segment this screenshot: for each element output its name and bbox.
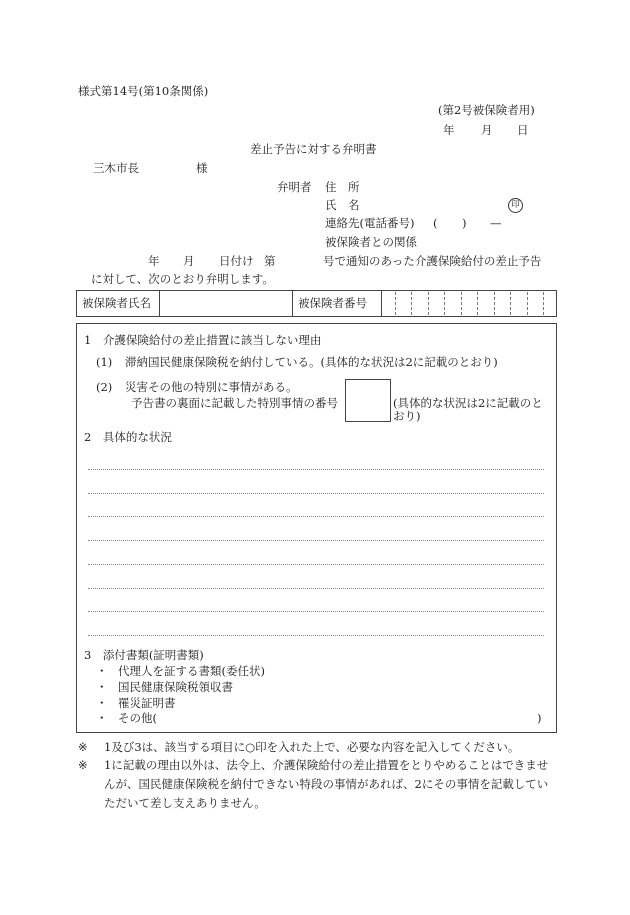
- section2-heading: 2 具体的な状況: [84, 430, 172, 444]
- section1-item2-note-line1: (具体的な状況は2に記載のと: [393, 396, 543, 410]
- note-2-text: 1に記載の理由以外は、法令上、介護保険給付の差止措置をとりやめることはできませんが、国民健康保険税を納付できない特段の事情があれば、2にその事情を記載していただいて差し支えありません。: [104, 758, 549, 810]
- digit-separator: [461, 292, 462, 315]
- phone-dash: —: [490, 216, 502, 230]
- digit-separator: [395, 292, 396, 315]
- digit-separator: [510, 292, 511, 315]
- phone-open-paren: (: [433, 216, 438, 230]
- address-label: 住 所: [325, 180, 360, 194]
- attachment-item: 代理人を証する書類(委任状): [118, 664, 265, 678]
- note-mark: ※: [78, 758, 88, 772]
- date-day: 日: [517, 123, 529, 137]
- writing-line[interactable]: [88, 469, 544, 470]
- writing-line[interactable]: [88, 588, 544, 589]
- notice-line1: 号で通知のあった介護保険給付の差止予告: [323, 254, 542, 268]
- notice-number-prefix: 第: [264, 254, 276, 268]
- writing-line[interactable]: [88, 540, 544, 541]
- section1-item2-text: 災害その他の特別に事情がある。: [125, 380, 298, 394]
- digit-separator: [444, 292, 445, 315]
- bullet-icon: ・: [96, 711, 108, 725]
- notice-line2: に対して、次のとおり弁明します。: [91, 272, 274, 286]
- notice-year: 年: [148, 254, 160, 268]
- relation-label: 被保険者との関係: [325, 235, 417, 249]
- phone-close-paren: ): [462, 216, 467, 230]
- table-divider: [292, 290, 293, 317]
- digit-separator: [494, 292, 495, 315]
- form-subtitle: (第2号被保険者用): [438, 103, 535, 117]
- note-mark: ※: [78, 740, 88, 754]
- notice-dated: 日付け: [219, 254, 254, 268]
- note-1: [78, 738, 558, 757]
- date-month: 月: [481, 123, 493, 137]
- table-divider: [159, 290, 160, 317]
- insured-number-label: 被保険者番号: [298, 296, 367, 310]
- digit-separator: [428, 292, 429, 315]
- section1-item2-sub: 予告書の裏面に記載した特別事情の番号: [131, 396, 338, 410]
- writing-line[interactable]: [88, 493, 544, 494]
- bullet-icon: ・: [96, 696, 108, 710]
- addressee-name: 三木市長: [93, 161, 139, 175]
- date-year: 年: [443, 123, 455, 137]
- section1-item1-text: 滞納国民健康保険税を納付している。(具体的な状況は2に記載のとおり): [125, 355, 498, 369]
- section1-item2-note-line2: おり): [393, 409, 421, 423]
- writing-line[interactable]: [88, 611, 544, 612]
- document-title: 差止予告に対する弁明書: [250, 142, 377, 156]
- form-number: 様式第14号(第10条関係): [78, 84, 209, 98]
- bullet-icon: ・: [96, 664, 108, 678]
- writing-line[interactable]: [88, 635, 544, 636]
- attachment-item: 罹災証明書: [118, 696, 176, 710]
- attachment-item: その他(: [118, 711, 157, 725]
- digit-separator: [527, 292, 528, 315]
- digit-separator: [411, 292, 412, 315]
- writing-line[interactable]: [88, 516, 544, 517]
- writing-line[interactable]: [88, 564, 544, 565]
- section1-heading: 1 介護保険給付の差止措置に該当しない理由: [84, 333, 322, 347]
- addressee-honorific: 様: [196, 161, 208, 175]
- section1-item1-number: (1): [96, 355, 113, 369]
- note-2: [78, 756, 558, 813]
- note-1-text: 1及び3は、該当する項目に○印を入れた上で、必要な内容を記入してください。: [104, 740, 520, 754]
- name-label: 氏 名: [325, 198, 360, 212]
- phone-label: 連絡先(電話番号): [325, 216, 415, 230]
- section3-heading: 3 添付書類(証明書類): [84, 648, 204, 662]
- seal-icon: 印: [508, 198, 523, 213]
- special-circumstance-number-field[interactable]: [345, 379, 391, 422]
- applicant-label: 弁明者: [277, 180, 312, 194]
- notice-month: 月: [183, 254, 195, 268]
- digit-separator: [543, 292, 544, 315]
- digit-separator: [477, 292, 478, 315]
- attachment-item: 国民健康保険税領収書: [118, 680, 233, 694]
- section1-item2-number: (2): [96, 380, 113, 394]
- bullet-icon: ・: [96, 680, 108, 694]
- insured-name-label: 被保険者氏名: [82, 296, 151, 310]
- table-divider: [381, 290, 382, 317]
- other-close-paren: ): [537, 711, 542, 725]
